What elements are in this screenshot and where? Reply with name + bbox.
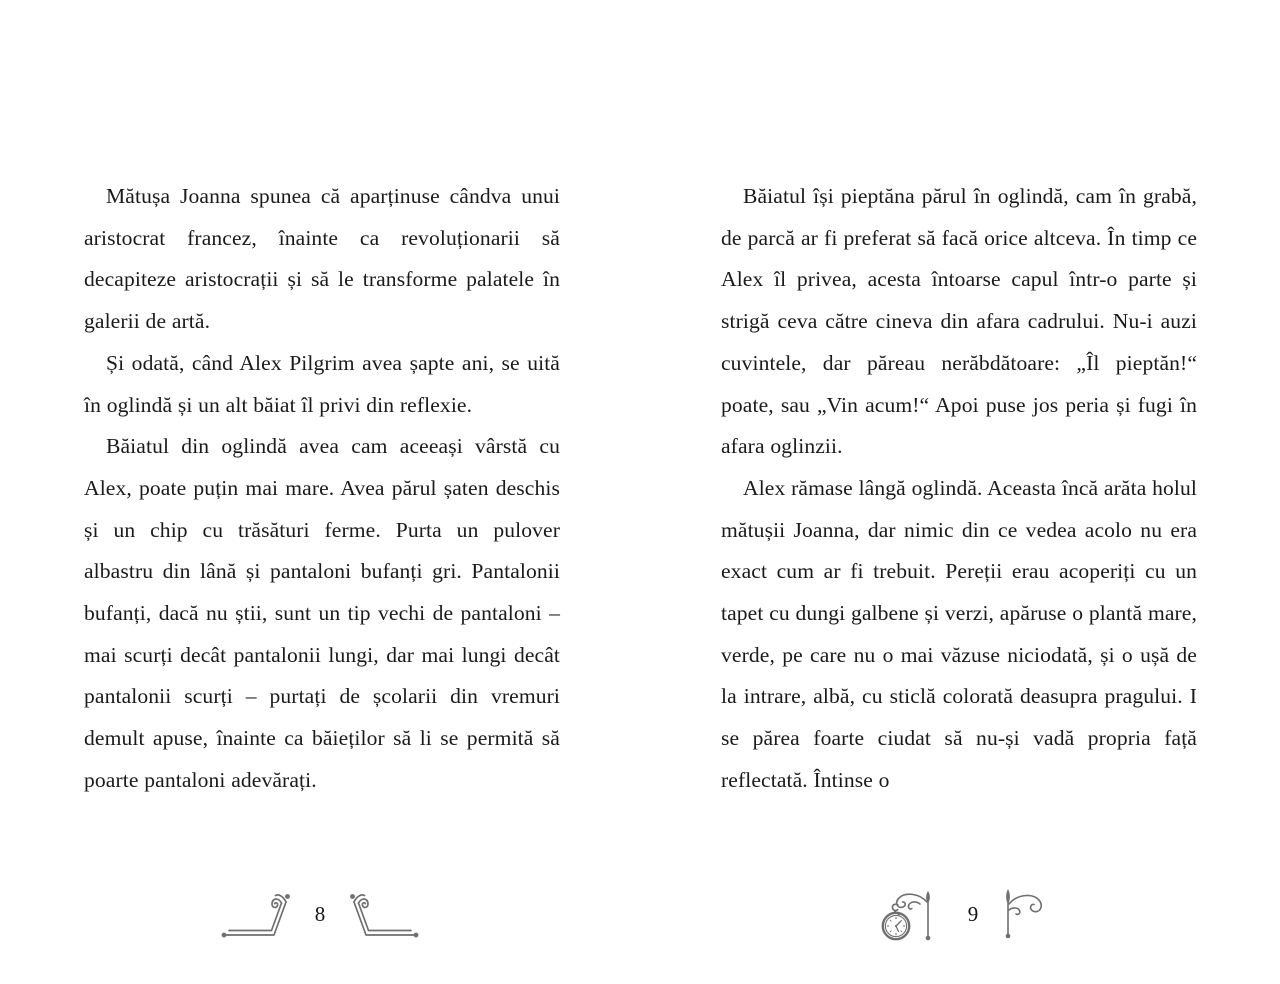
right-page-footer	[640, 878, 1280, 948]
paragraph: Și odată, când Alex Pilgrim avea șapte ani, se uită în oglindă și un alt băiat îl privi din reflexie.	[84, 350, 560, 417]
paragraph: Mătușa Joanna spunea că aparținuse cândva unui aristocrat francez, înainte ca revoluționarii să decapiteze aristocrații și să le transforme palatele în galerii de artă.	[84, 184, 560, 334]
left-page-footer	[0, 878, 640, 948]
right-page-text-block	[721, 176, 1197, 802]
page-right	[640, 0, 1280, 984]
page-number: 9	[967, 901, 979, 926]
scrolled-post-ornament	[997, 882, 1055, 944]
scroll-bracket-ornament-mirrored	[346, 885, 420, 941]
scroll-bracket-ornament	[220, 885, 294, 941]
paragraph: Băiatul își pieptăna părul în oglindă, cam în grabă, de parcă ar fi preferat să facă orice altceva. În timp ce Alex îl privea, acesta întoarse capul într-o parte și strigă ceva către cineva din afara cadrului. Nu-i auzi cuvintele, dar păreau nerăbdătoare: „Îl pieptăn!“ poate, sau „Vin acum!“ Apoi puse jos peria și fugi în afara oglinzii.	[721, 184, 1197, 459]
pocket-watch-on-post-ornament	[865, 882, 949, 944]
paragraph: Băiatul din oglindă avea cam aceeași vârstă cu Alex, poate puțin mai mare. Avea părul șaten deschis și un chip cu trăsături ferme. Purta un pulover albastru din lână și pantaloni bufanți gri. Pantalonii bufanți, dacă nu știi, sunt un tip vechi de pantaloni – mai scurți decât pantalonii lungi, dar mai lungi decât pantalonii scurți – purtați de școlarii din vremuri demult apuse, înainte ca băieților să li se permită să poarte pantaloni adevărați.	[84, 434, 560, 792]
left-page-text-block	[84, 176, 560, 802]
page-number: 8	[314, 901, 326, 926]
paragraph: Alex rămase lângă oglindă. Aceasta încă arăta holul mătușii Joanna, dar nimic din ce vedea acolo nu era exact cum ar fi trebuit. Pereții erau acoperiți cu un tapet cu dungi galbene și verzi, apăruse o plantă mare, verde, pe care nu o mai văzuse niciodată, și o ușă de la intrare, albă, cu sticlă colorată deasupra pragului. I se părea foarte ciudat să nu-și vadă propria față reflectată. Întinse o	[721, 475, 1197, 792]
